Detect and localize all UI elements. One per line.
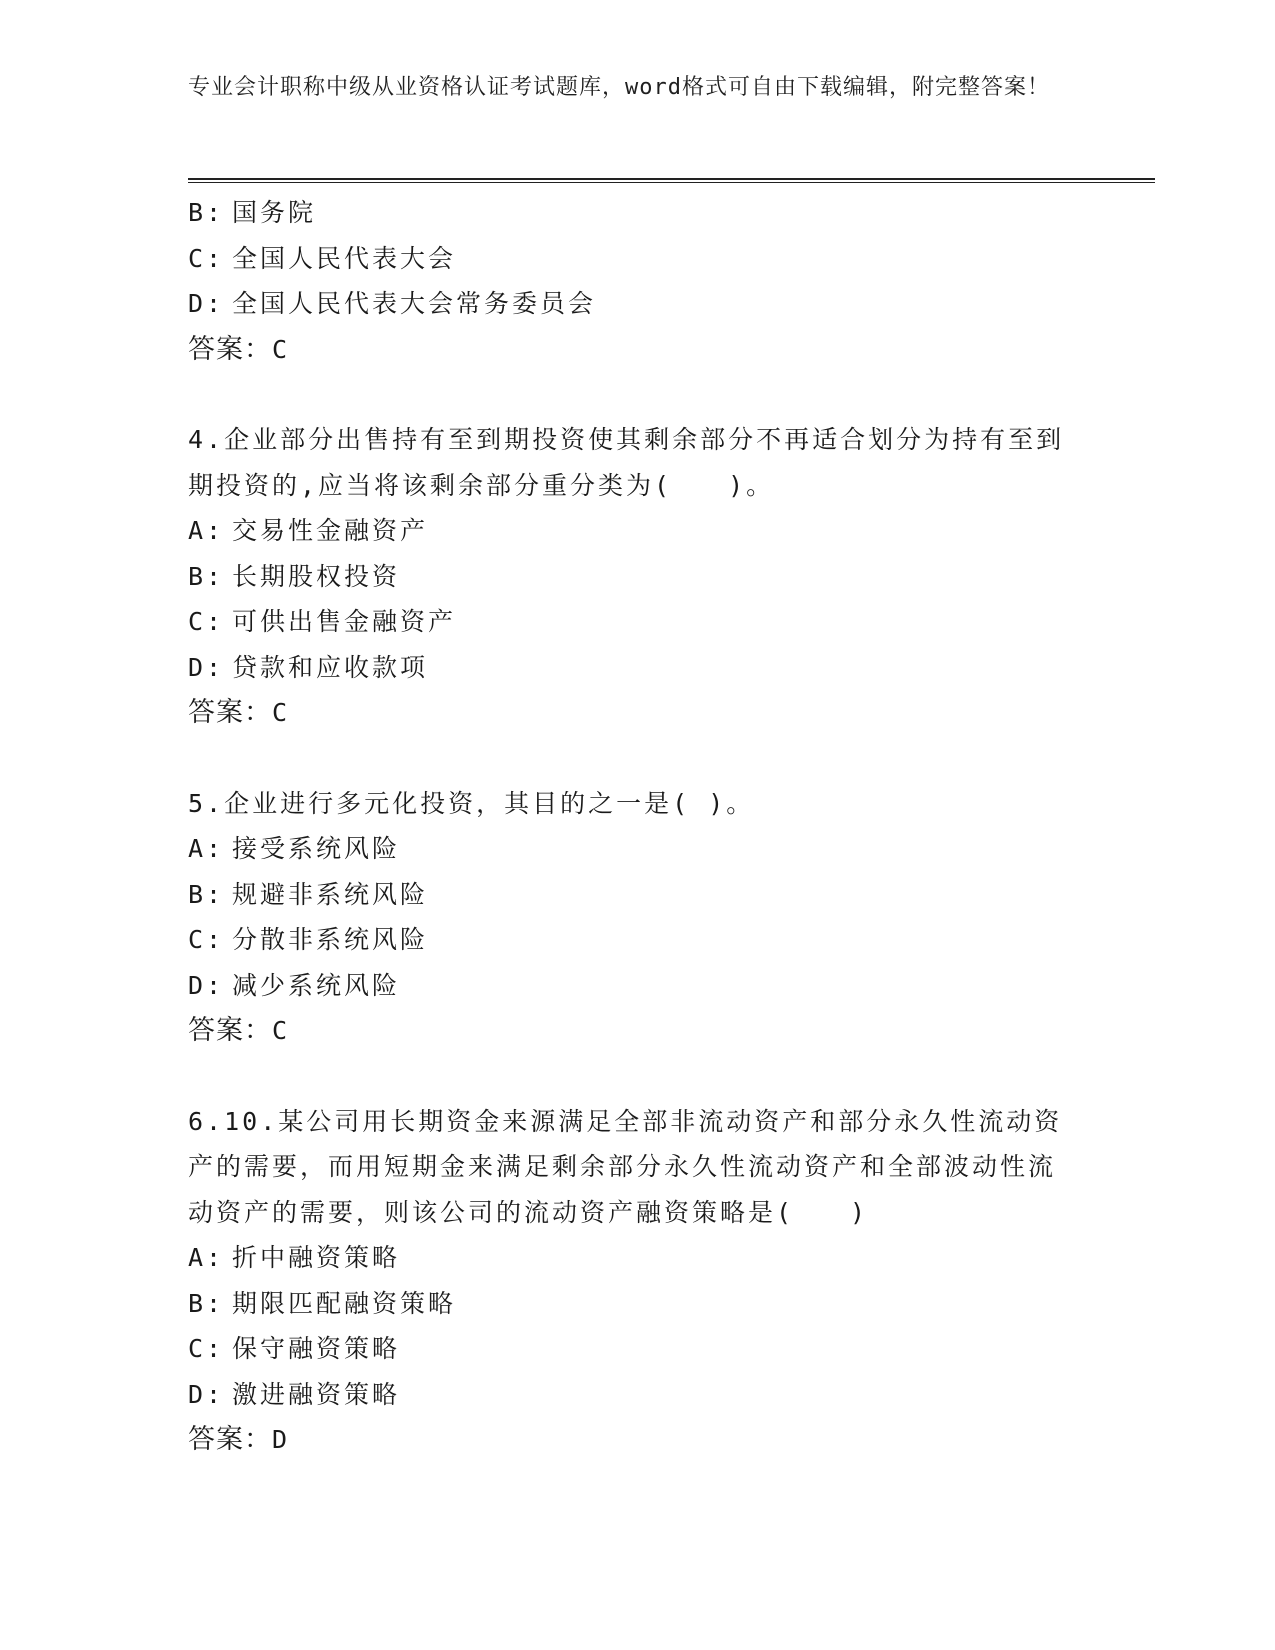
- option-item: B: 期限匹配融资策略: [188, 1288, 457, 1318]
- option-item: C: 可供出售金融资产: [188, 607, 457, 636]
- answer-line: [188, 690, 1078, 736]
- option-item: C: 分散非系统风险: [188, 925, 429, 954]
- answer-line: [188, 1008, 1078, 1054]
- question-block-4: [188, 417, 1078, 736]
- option-item: C: 全国人民代表大会: [188, 243, 457, 273]
- option-item: D: 全国人民代表大会常务委员会: [188, 289, 597, 318]
- answer-value: C: [272, 698, 289, 727]
- answer-label: 答案：: [188, 697, 272, 728]
- page-header: 专业会计职称中级从业资格认证考试题库，word格式可自由下载编辑，附完整答案！: [188, 75, 1050, 100]
- question-stem: 4.企业部分出售持有至到期投资使其剩余部分不再适合划分为持有至到期投资的,应当将该剩余部分重分类为( )。: [188, 425, 1065, 500]
- answer-value: D: [272, 1425, 289, 1454]
- option-item: B: 规避非系统风险: [188, 879, 429, 909]
- header-divider: [188, 178, 1155, 183]
- option-item: D: 激进融资策略: [188, 1379, 401, 1409]
- question-stem: 5.企业进行多元化投资，其目的之一是( )。: [188, 788, 755, 818]
- option-item: B: 长期股权投资: [188, 561, 401, 591]
- answer-value: C: [272, 1016, 289, 1045]
- question-stem: 6.10.某公司用长期资金来源满足全部非流动资产和部分永久性流动资产的需要，而用短期金来满足剩余部分永久性流动资产和全部波动性流动资产的需要，则该公司的流动资产融资策略是( ): [188, 1106, 1063, 1227]
- option-item: A: 接受系统风险: [188, 834, 401, 863]
- answer-label: 答案：: [188, 333, 272, 365]
- option-item: A: 交易性金融资产: [188, 516, 429, 545]
- option-item: B: 国务院: [188, 198, 317, 227]
- answer-line: [188, 1417, 1078, 1463]
- option-item: C: 保守融资策略: [188, 1334, 401, 1363]
- answer-label: 答案：: [188, 1424, 272, 1455]
- answer-label: 答案：: [188, 1015, 272, 1046]
- question-block-6: [188, 1099, 1078, 1463]
- answer-value: C: [272, 334, 289, 364]
- option-item: A: 折中融资策略: [188, 1243, 401, 1272]
- option-item: D: 减少系统风险: [188, 970, 401, 1000]
- question-block-5: [188, 781, 1078, 1054]
- answer-line: [188, 327, 1078, 373]
- option-item: D: 贷款和应收款项: [188, 652, 429, 682]
- question-block-carryover: [188, 190, 1078, 372]
- question-list: [188, 190, 1078, 1463]
